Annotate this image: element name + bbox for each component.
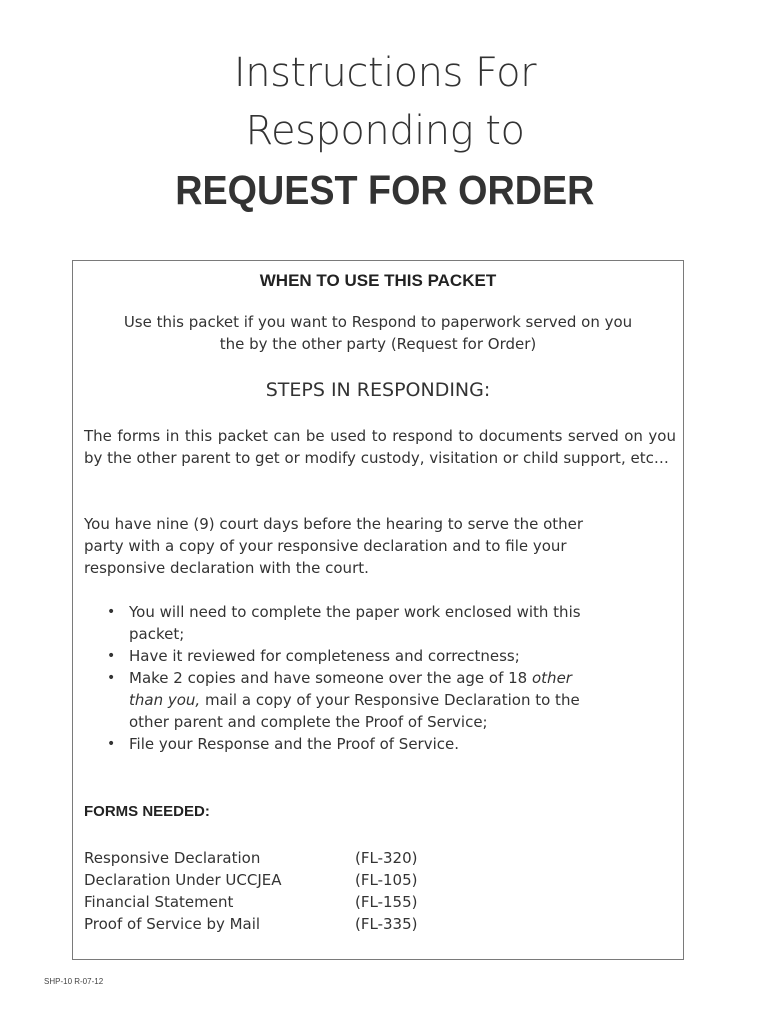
bullet-4-text: File your Response and the Proof of Service. — [129, 735, 459, 753]
form-row — [84, 847, 417, 869]
forms-needed-heading: FORMS NEEDED: — [84, 803, 210, 820]
list-item — [105, 645, 665, 667]
form-name: Responsive Declaration — [84, 849, 261, 867]
list-item — [105, 667, 665, 733]
bullet-3-text-b: mail a copy of your Responsive Declaration to the — [200, 691, 580, 709]
intro-line-2: the by the other party (Request for Order) — [219, 335, 537, 353]
form-code: (FL-155) — [355, 893, 418, 911]
title-line-2: Responding to — [245, 108, 525, 154]
title-line-1: Instructions For — [233, 50, 537, 96]
instructions-panel — [72, 260, 684, 960]
document-title — [0, 44, 770, 220]
form-row — [84, 869, 417, 891]
paragraph-2-line-1: You have nine (9) court days before the hearing to serve the other — [84, 515, 584, 533]
bullet-3-italic-a: other — [532, 669, 572, 687]
form-name: Declaration Under UCCJEA — [84, 871, 282, 889]
bullet-icon: • — [107, 670, 116, 686]
bullet-1-line-2: packet; — [129, 625, 185, 643]
bullet-3-line-1 — [129, 667, 665, 689]
bullet-icon: • — [107, 648, 116, 664]
bullet-3-line-2 — [129, 689, 665, 711]
packet-intro — [73, 311, 683, 355]
form-row — [84, 913, 417, 935]
bullet-3-italic-b: than you, — [129, 691, 201, 709]
form-name: Financial Statement — [84, 893, 234, 911]
form-code: (FL-335) — [355, 915, 418, 933]
bullet-3-line-3: other parent and complete the Proof of Service; — [129, 713, 488, 731]
bullet-2-text: Have it reviewed for completeness and correctness; — [129, 647, 520, 665]
form-revision-code: SHP-10 R-07-12 — [44, 977, 104, 986]
form-name: Proof of Service by Mail — [84, 915, 261, 933]
intro-line-1: Use this packet if you want to Respond to paperwork served on you — [123, 313, 633, 331]
form-code: (FL-105) — [355, 871, 418, 889]
bullet-1-line-1: You will need to complete the paper work enclosed with this — [129, 603, 581, 621]
list-item — [105, 733, 665, 755]
list-item — [105, 601, 665, 645]
forms-list — [84, 847, 417, 935]
steps-paragraph-1: The forms in this packet can be used to respond to documents served on you by the other parent to get or modify custody, visitation or child support, etc… — [84, 427, 676, 467]
bullet-3-text-a: Make 2 copies and have someone over the age of 18 — [129, 669, 532, 687]
bullet-icon: • — [107, 736, 116, 752]
bullet-icon: • — [107, 604, 116, 620]
when-to-use-heading: WHEN TO USE THIS PACKET — [259, 271, 497, 290]
steps-paragraph-2 — [84, 513, 676, 579]
paragraph-2-line-2: party with a copy of your responsive declaration and to file your — [84, 537, 567, 555]
steps-bullet-list — [105, 601, 665, 755]
title-line-3: REQUEST FOR ORDER — [175, 167, 595, 213]
form-code: (FL-320) — [355, 849, 418, 867]
steps-heading: STEPS IN RESPONDING: — [265, 379, 491, 401]
form-row — [84, 891, 417, 913]
paragraph-2-line-3: responsive declaration with the court. — [84, 559, 369, 577]
